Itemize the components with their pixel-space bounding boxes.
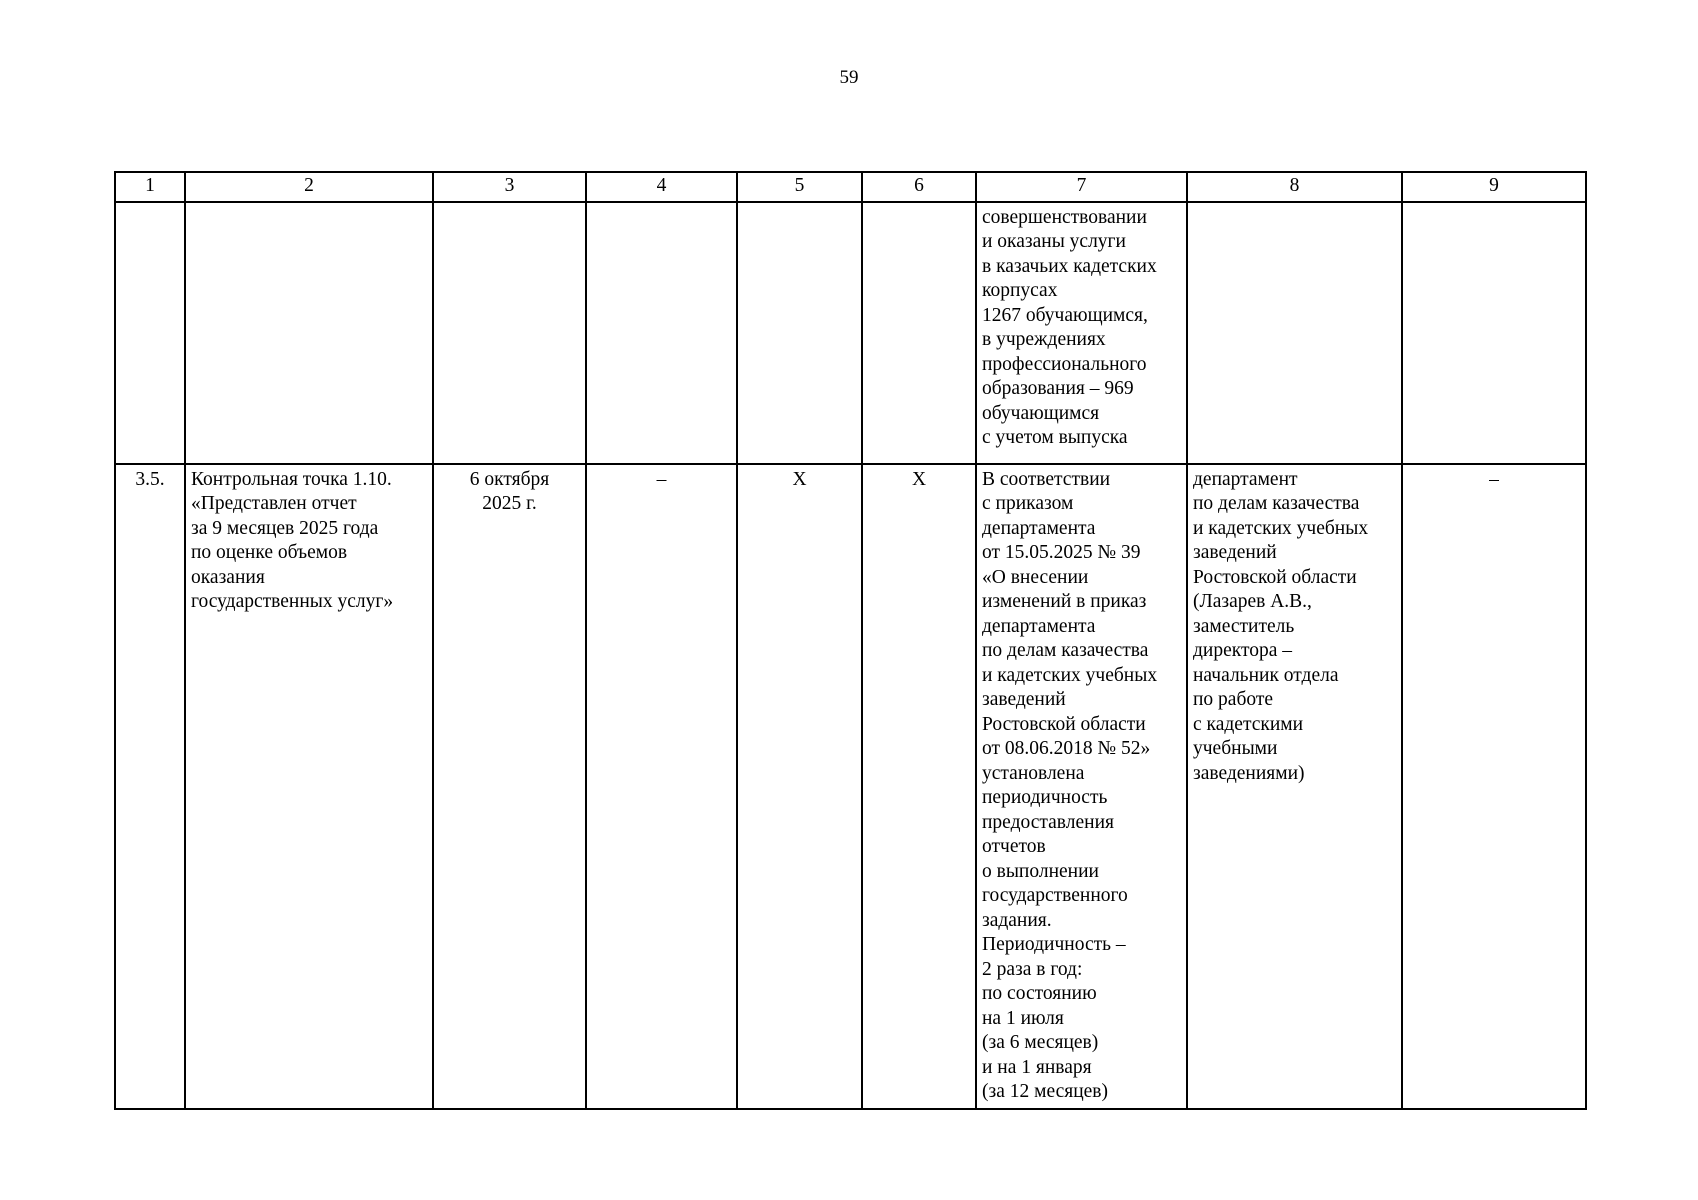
cell-text-line: 6 октября [469,468,550,490]
cell-text-line: задания. [982,909,1052,931]
cell-text-line: за 9 месяцев 2025 года [191,517,379,539]
responsible-cell [1187,464,1402,1109]
cell-text-line: (Лазарев А.В., [1193,591,1312,612]
cell-text-line: Ростовской области [1193,566,1357,588]
cell-text-line: Ростовской области [982,713,1146,735]
cell-text-line: 2 раза в год: [982,958,1083,980]
cell-text-line: установлена [982,762,1085,784]
cell-text-line: отчетов [982,836,1046,857]
cell-text-line: в казачьих кадетских [982,255,1157,277]
column-header: 4 [586,172,737,202]
column-header: 7 [976,172,1187,202]
cell-text-line: по делам казачества [982,640,1149,661]
table-cell [185,202,433,464]
column-header: 2 [185,172,433,202]
cell-text-line: совершенствовании [982,206,1147,228]
column-header: 8 [1187,172,1402,202]
table-cell [862,202,976,464]
cell-text-line: периодичность [982,787,1108,808]
cell-text-line: департамента [982,615,1096,637]
cell-text-line: Периодичность – [982,934,1126,955]
table-cell [433,202,586,464]
col4-cell: – [586,464,737,1109]
cell-text-line: и оказаны услуги [982,231,1126,252]
cell-text-line: оказания [191,566,265,588]
table-cell [115,202,185,464]
cell-text-line: с кадетскими [1193,713,1304,735]
cell-text-line: обучающимся [982,402,1100,424]
cell-text-line: о выполнении [982,860,1099,882]
cell-text-line: В соответствии [982,468,1111,490]
cell-text-line: государственных услуг» [191,591,394,612]
row-number-cell: 3.5. [115,464,185,1109]
cell-text-line: (за 6 месяцев) [982,1032,1099,1053]
cell-text-line: от 15.05.2025 № 39 [982,542,1141,563]
cell-text-line: департамент [1193,468,1298,490]
cell-text-line: и кадетских учебных [982,664,1158,686]
table-row-3-5 [115,464,1586,1109]
cell-text-line: (за 12 месяцев) [982,1081,1108,1102]
continuation-result-cell [976,202,1187,464]
cell-text-line: с учетом выпуска [982,427,1128,448]
cell-text-line: и кадетских учебных [1193,517,1369,539]
cell-text-line: государственного [982,885,1128,906]
cell-text-line: и на 1 января [982,1056,1092,1078]
cell-text-line: по работе [1193,689,1274,710]
cell-text-line: по оценке объемов [191,542,348,563]
cell-text-line: заведений [982,689,1066,710]
column-header: 5 [737,172,862,202]
cell-text-line: департамента [982,517,1096,539]
cell-text-line: Контрольная точка 1.10. [191,468,392,490]
document-table [114,171,1587,1110]
col6-cell: X [862,464,976,1109]
table-cell [737,202,862,464]
date-cell [433,464,586,1109]
cell-text-line: изменений в приказ [982,591,1147,612]
column-header: 3 [433,172,586,202]
col5-cell: X [737,464,862,1109]
cell-text-line: в учреждениях [982,329,1106,350]
cell-text-line: от 08.06.2018 № 52» [982,738,1151,759]
cell-text-line: «О внесении [982,566,1089,588]
column-header: 1 [115,172,185,202]
cell-text-line: по делам казачества [1193,493,1360,514]
table-header-row [115,172,1586,202]
table-cell [586,202,737,464]
cell-text-line: заведений [1193,542,1277,563]
cell-text-line: образования – 969 [982,378,1134,399]
cell-text-line: начальник отдела [1193,664,1339,686]
cell-text-line: 1267 обучающимся, [982,304,1148,326]
col9-cell: – [1402,464,1586,1109]
cell-text-line: с приказом [982,493,1074,514]
cell-text-line: предоставления [982,811,1114,833]
cell-text-line: «Представлен отчет [191,493,357,514]
result-description-cell [976,464,1187,1109]
cell-text-line: заведениями) [1193,762,1305,784]
control-point-cell [185,464,433,1109]
cell-text-line: 2025 г. [482,493,537,514]
cell-text-line: по состоянию [982,983,1097,1004]
cell-text-line: учебными [1193,738,1278,759]
cell-text-line: корпусах [982,280,1058,301]
cell-text-line: на 1 июля [982,1007,1064,1029]
cell-text-line: заместитель [1193,615,1295,637]
cell-text-line: профессионального [982,353,1147,375]
cell-text-line: директора – [1193,640,1293,661]
table-cell [1187,202,1402,464]
column-header: 6 [862,172,976,202]
column-header: 9 [1402,172,1586,202]
table-row-continuation [115,202,1586,464]
table-cell [1402,202,1586,464]
page-number: 59 [839,67,859,88]
